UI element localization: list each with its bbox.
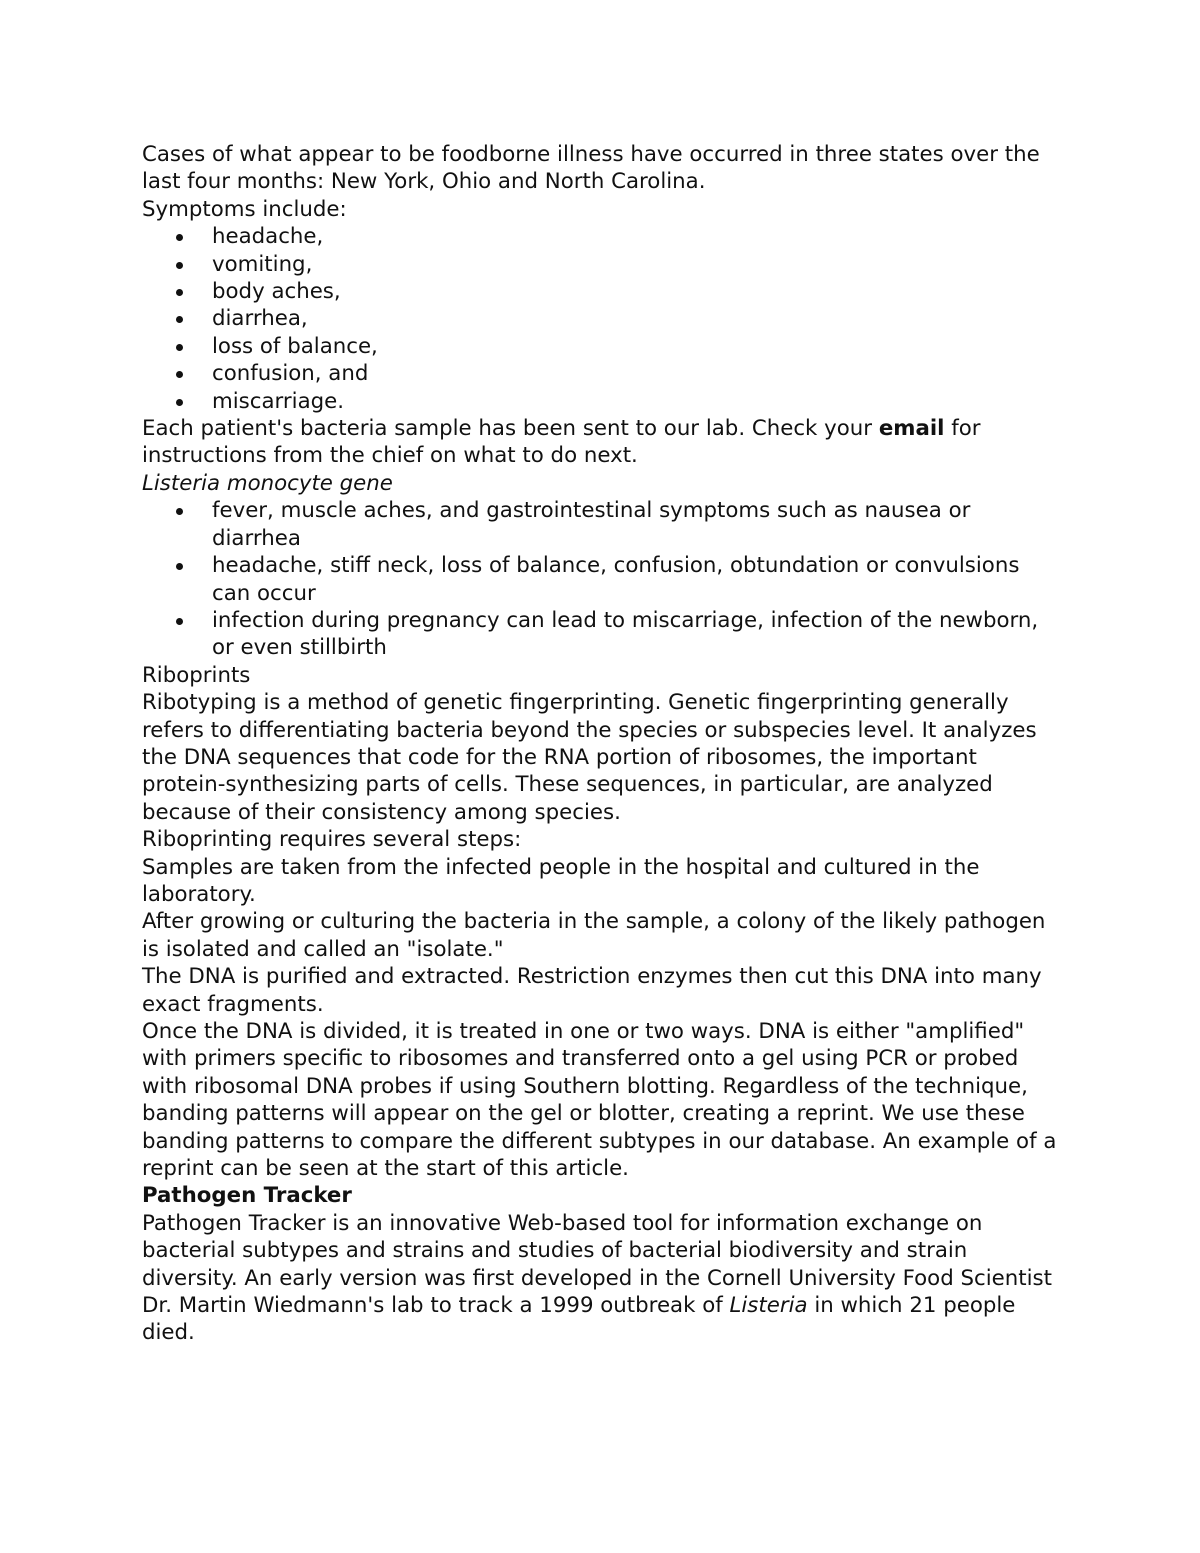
listeria-italic: Listeria [729, 1293, 808, 1319]
riboprints-paragraph: Samples are taken from the infected people in the hospital and cultured in the laboratory. [142, 854, 980, 907]
document-page [142, 141, 1062, 1347]
riboprints-paragraph: Once the DNA is divided, it is treated in one or two ways. DNA is either "amplified" with primers specific to ribosomes and transferred onto a gel using PCR or probed with ribosomal DNA probes if using Southern blotting. Regardless of the technique, banding patterns will appear on the gel or blotter, creating a reprint. We use these banding patterns to compare the different subtypes in our database. An example of a reprint can be seen at the start of this article. [142, 1019, 1057, 1182]
riboprints-paragraph: After growing or culturing the bacteria in the sample, a colony of the likely pathogen is isolated and called an "isolate." [142, 909, 1046, 962]
list-item: infection during pregnancy can lead to miscarriage, infection of the newborn, or even stillbirth [142, 607, 1062, 662]
riboprints-paragraph: The DNA is purified and extracted. Restriction enzymes then cut this DNA into many exact fragments. [142, 964, 1042, 1017]
lab-text-start: Each patient's bacteria sample has been sent to our lab. Check your [142, 416, 879, 442]
email-keyword: email [878, 416, 945, 442]
list-item: body aches, [142, 278, 1062, 305]
list-item: diarrhea, [142, 305, 1062, 332]
riboprints-paragraph: Riboprinting requires several steps: [142, 827, 522, 853]
listeria-heading: Listeria monocyte gene [142, 470, 393, 496]
list-item: fever, muscle aches, and gastrointestinal symptoms such as nausea or diarrhea [142, 497, 1062, 552]
lab-paragraph [142, 415, 1062, 470]
symptoms-list [142, 223, 1062, 415]
tracker-text-start: Pathogen Tracker is an innovative Web-based tool for information exchange on bacterial subtypes and strains and studies of bacterial biodiversity and strain diversity. An early version was first developed in the Cornell University Food Scientist Dr. Martin Wiedmann's lab to track a 1999 outbreak of [142, 1210, 1052, 1319]
symptoms-heading: Symptoms include: [142, 196, 347, 222]
lab-text-end: for instructions from the chief on what to do next. [142, 416, 981, 469]
riboprints-paragraph: Ribotyping is a method of genetic fingerprinting. Genetic fingerprinting generally refers to differentiating bacteria beyond the species or subspecies level. It analyzes the DNA sequences that code for the RNA portion of ribosomes, the important protein-synthesizing parts of cells. These sequences, in particular, are analyzed because of their consistency among species. [142, 690, 1037, 825]
list-item: confusion, and [142, 360, 1062, 387]
tracker-heading: Pathogen Tracker [142, 1183, 352, 1209]
list-item: headache, stiff neck, loss of balance, confusion, obtundation or convulsions can occur [142, 552, 1062, 607]
list-item: miscarriage. [142, 388, 1062, 415]
list-item: headache, [142, 223, 1062, 250]
intro-paragraph: Cases of what appear to be foodborne illness have occurred in three states over the last four months: New York, Ohio and North Carolina. [142, 142, 1040, 195]
list-item: loss of balance, [142, 333, 1062, 360]
riboprints-heading: Riboprints [142, 662, 251, 688]
list-item: vomiting, [142, 251, 1062, 278]
tracker-paragraph [142, 1210, 1062, 1347]
listeria-symptoms-list [142, 497, 1062, 661]
tracker-text-end: in which 21 people died. [142, 1293, 1016, 1346]
